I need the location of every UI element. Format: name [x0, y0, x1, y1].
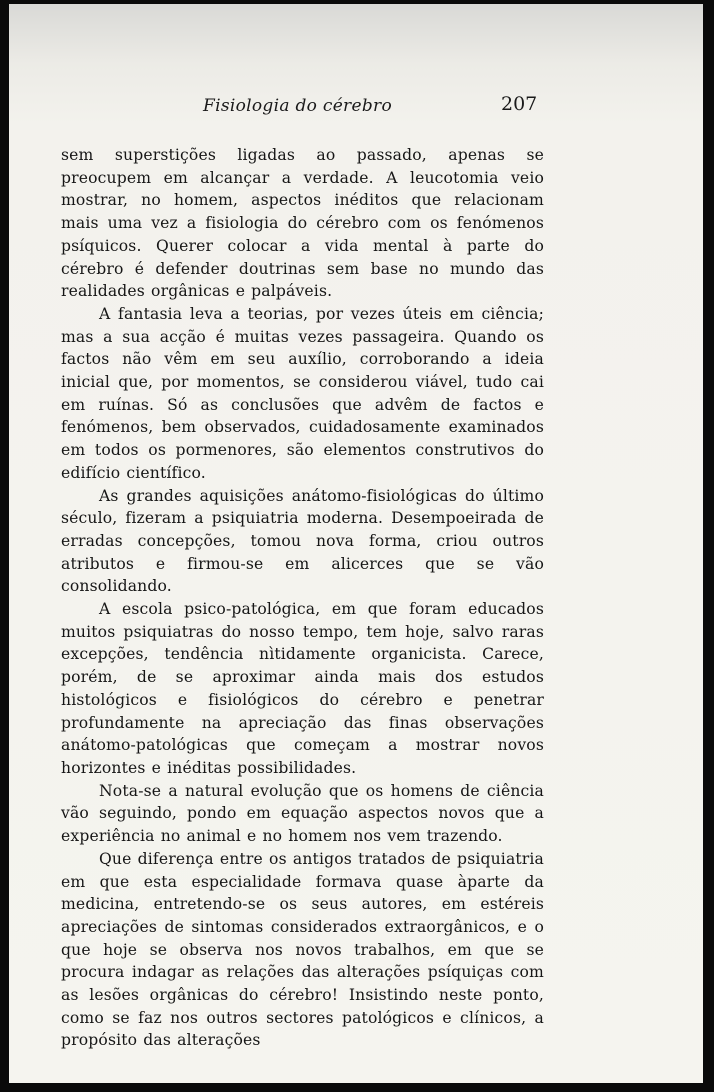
book-page: [9, 4, 703, 1083]
page-number: 207: [501, 93, 538, 115]
page-header: [9, 90, 703, 120]
paragraph-5: Nota-se a natural evolução que os homens de ciência vão seguindo, pondo em equação aspectos novos que a experiência no animal e no homem nos vem trazendo.: [61, 781, 544, 846]
paragraph-6: Que diferença entre os antigos tratados de psiquiatria em que esta especialidade formava quase àparte da medicina, entretendo-se os seus autores, em estéreis apreciações de sintomas considerados extraorgânicos, e o que hoje se observa nos novos trabalhos, em que se procura indagar as relações das alterações psíquiças com as lesões orgânicas do cérebro! Insistindo neste ponto, como se faz nos outros sectores patológicos e clínicos, a propósito das alterações: [61, 849, 544, 1050]
body-text: [61, 144, 544, 1052]
paragraph-1: sem superstições ligadas ao passado, apenas se preocupem em alcançar a verdade. A leucotomia veio mostrar, no homem, aspectos inéditos que relacionam mais uma vez a fisiologia do cérebro com os fenómenos psíquicos. Querer colocar a vida mental à parte do cérebro é defender doutrinas sem base no mundo das realidades orgânicas e palpáveis.: [61, 146, 544, 301]
paragraph-2: A fantasia leva a teorias, por vezes úteis em ciência; mas a sua acção é muitas vezes passageira. Quando os factos não vêm em seu auxílio, corroborando a ideia inicial que, por momentos, se considerou viável, tudo cai em ruínas. Só as conclusões que advêm de factos e fenómenos, bem observados, cuidadosamente examinados em todos os pormenores, são elementos construtivos do edifício científico.: [61, 304, 544, 482]
paragraph-3: As grandes aquisições anátomo-fisiológicas do último século, fizeram a psiquiatria moderna. Desempoeirada de erradas concepções, tomou nova forma, criou outros atributos e firmou-se em alicerces que se vão consolidando.: [61, 486, 544, 596]
running-title: Fisiologia do cérebro: [203, 96, 392, 116]
paragraph-4: A escola psico-patológica, em que foram educados muitos psiquiatras do nosso tempo, tem hoje, salvo raras excepções, tendência nìtidamente organicista. Carece, porém, de se aproximar ainda mais dos estudos histológicos e fisiológicos do cérebro e penetrar profundamente na apreciação das finas observações anátomo-patológicas que começam a mostrar novos horizontes e inéditas possibilidades.: [61, 600, 544, 777]
